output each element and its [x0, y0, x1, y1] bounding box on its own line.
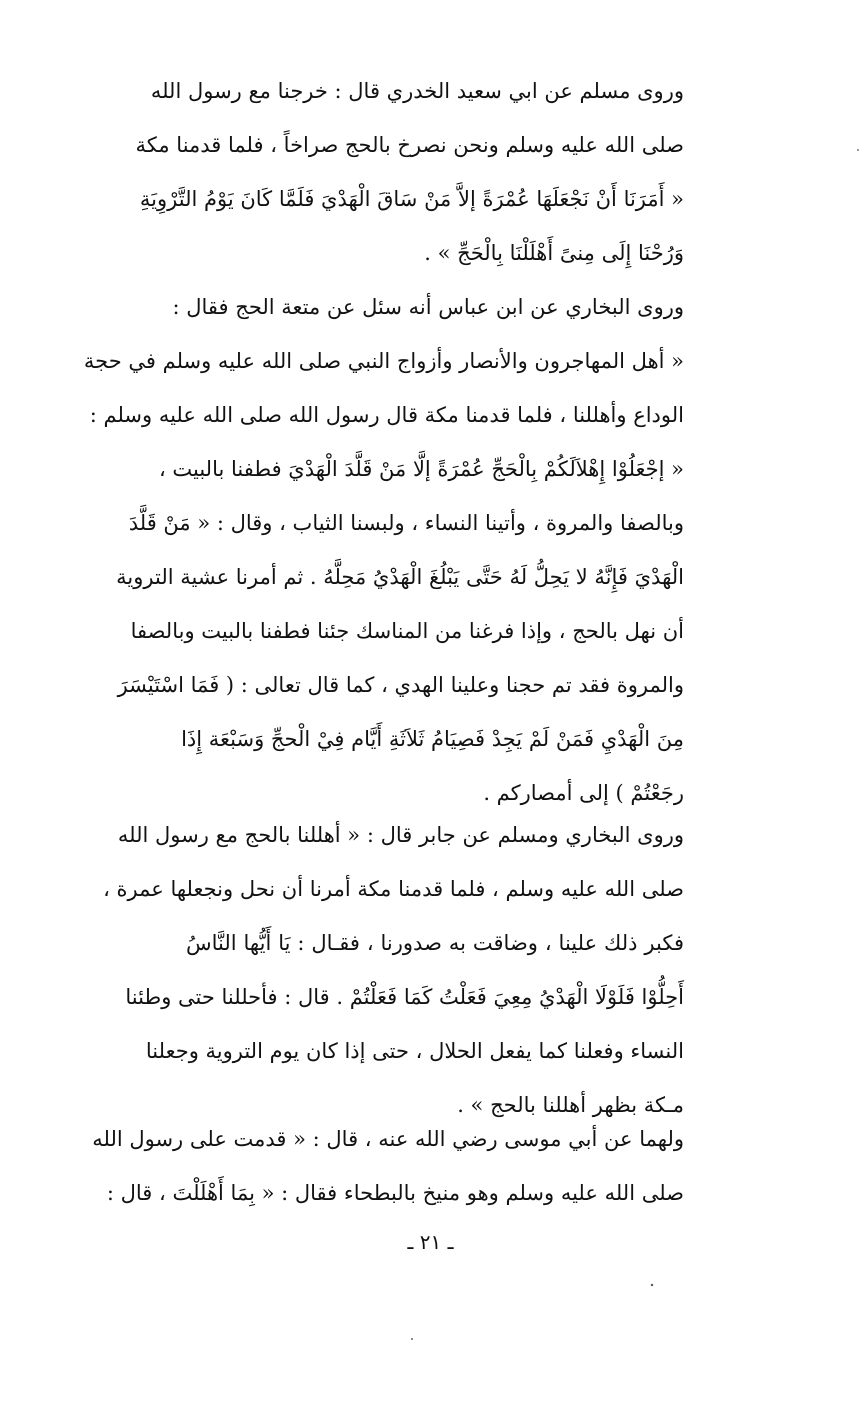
quote-line: أَحِلُّوْا فَلَوْلَا الْهَدْيُ مِعِيَ فَعَلْتُ كَمَا فَعَلْتُمْ . قال : فأحللنا حتى وطئنا: [125, 985, 684, 1009]
page-number: ـ ٢١ ـ: [407, 1230, 454, 1254]
quote-line: « أَمَرَنَا أَنْ نَجْعَلَهَا عُمْرَةً إلاَّ مَنْ سَاقَ الْهَدْيَ فَلَمَّا كَانَ يَوْمُ التَّرْوِيَةِ: [139, 187, 684, 211]
text-line: وبالصفا والمروة ، وأتينا النساء ، ولبسنا الثياب ، وقال : « مَنْ قَلَّدَ: [128, 511, 684, 535]
speck: [411, 1338, 413, 1340]
paragraph-2: [83, 280, 684, 820]
text-line: فكبر ذلك علينا ، وضاقت به صدورنا ، فقـال : يَا أَيُّها النَّاسُ: [186, 931, 684, 955]
text-line: رجَعْتُمْ ) إلى أمصاركم .: [483, 781, 684, 805]
quote-line: « إجْعَلُوْا إِهْلاَلَكُمْ بِالْحَجِّ عُمْرَةً إلَّا مَنْ قَلَّدَ الْهَدْيَ فطفنا بالبيت ،: [158, 457, 684, 481]
text-line: وروى البخاري عن ابن عباس أنه سئل عن متعة الحج فقال :: [172, 295, 684, 319]
paragraph-1: [135, 64, 684, 280]
quote-line: وَرُحْنَا إِلَى مِنىً أَهْلَلْنَا بِالْحَجِّ » .: [424, 241, 684, 265]
quran-verse-line: مِنَ الْهَدْيِ فَمَنْ لَمْ يَجِدْ فَصِيَامُ ثَلاَثَةِ أَيَّام فِيْ الْحجِّ وَسَبْعَة إِذَا: [181, 727, 684, 751]
text-line: الوداع وأهللنا ، فلما قدمنا مكة قال رسول الله صلى الله عليه وسلم :: [89, 403, 684, 427]
text-line: وروى البخاري ومسلم عن جابر قال : « أهللنا بالحج مع رسول الله: [117, 823, 684, 847]
paragraph-3: [103, 808, 684, 1132]
text-line: أن نهل بالحج ، وإذا فرغنا من المناسك جئنا فطفنا بالبيت وبالصفا: [130, 619, 684, 643]
speck: [857, 149, 859, 151]
text-line: مـكة بظهر أهللنا بالحج » .: [457, 1093, 684, 1117]
text-line: صلى الله عليه وسلم ونحن نصرخ بالحج صراخاً ، فلما قدمنا مكة: [135, 133, 684, 157]
text-line: ولهما عن أبي موسى رضي الله عنه ، قال : « قدمت على رسول الله: [92, 1127, 684, 1151]
text-line: والمروة فقد تم حجنا وعلينا الهدي ، كما قال تعالى : ( فَمَا اسْتَيْسَرَ: [117, 673, 684, 697]
text-line: النساء وفعلنا كما يفعل الحلال ، حتى إذا كان يوم التروية وجعلنا: [145, 1039, 684, 1063]
text-line: « أهل المهاجرون والأنصار وأزواج النبي صلى الله عليه وسلم في حجة: [83, 349, 684, 373]
text-line: صلى الله عليه وسلم وهو منيخ بالبطحاء فقال : « بِمَا أَهْلَلْتَ ، قال :: [106, 1181, 684, 1205]
quote-line: الْهَدْيَ فَإِنَّهُ لا يَحِلُّ لَهُ حَتَّى يَبْلُغَ الْهَدْيُ مَحِلَّهُ . ثم أمرنا عشية التروية: [116, 565, 684, 589]
paragraph-4: [92, 1112, 684, 1220]
text-line: وروى مسلم عن ابي سعيد الخدري قال : خرجنا مع رسول الله: [150, 79, 684, 103]
speck: [651, 1284, 653, 1286]
text-line: صلى الله عليه وسلم ، فلما قدمنا مكة أمرنا أن نحل ونجعلها عمرة ،: [103, 877, 684, 901]
